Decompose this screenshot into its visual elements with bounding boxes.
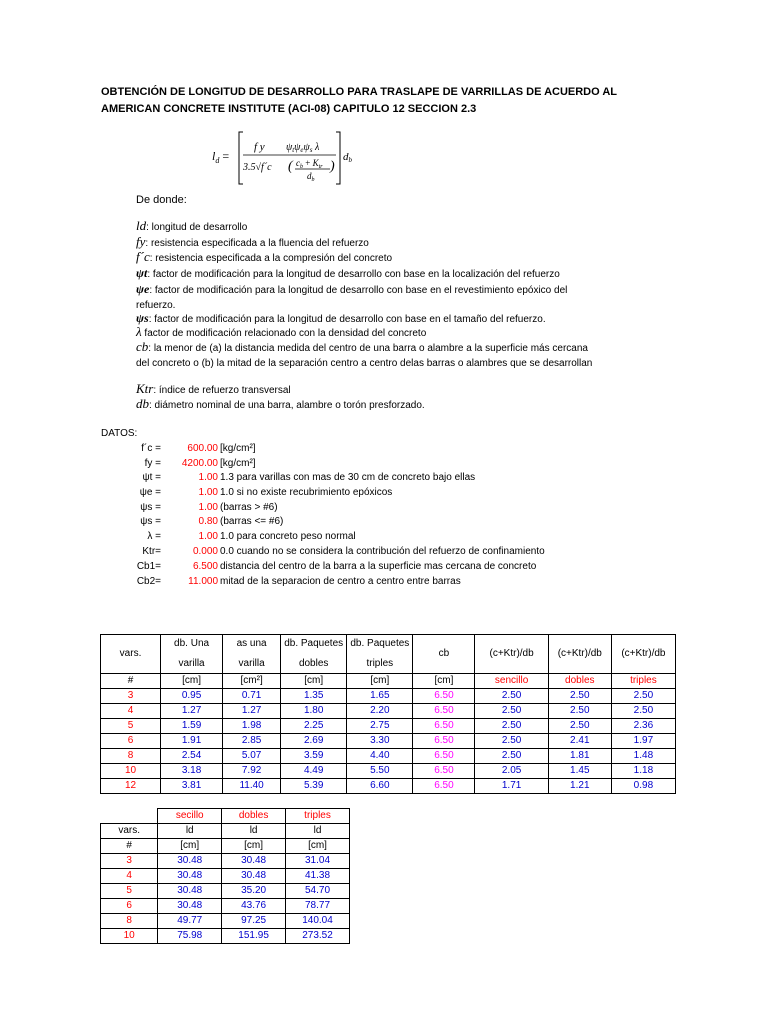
development-length-table (100, 808, 350, 944)
units-cell: sencillo (475, 674, 548, 689)
table-cell: 1.27 (223, 704, 281, 719)
header-cell: ld (286, 824, 350, 839)
table-cell: 6.50 (413, 749, 475, 764)
table-cell: 2.50 (475, 749, 548, 764)
table-cell: 4.40 (347, 749, 413, 764)
table-cell: 2.85 (223, 734, 281, 749)
table-cell: 4 (101, 869, 158, 884)
table-cell: 6 (101, 734, 161, 749)
table-cell: 1.45 (548, 764, 611, 779)
dato-ktr: Ktr= 0.000 0.0 cuando no se considera la contribución del refuerzo de confinamiento (142, 546, 545, 557)
table-cell: 2.50 (548, 719, 611, 734)
table-cell: 2.36 (611, 719, 675, 734)
header-line-1: db. Paquetes (284, 638, 344, 649)
header-line-2: dobles (298, 658, 329, 669)
table-row (101, 854, 350, 869)
table-header-cell (611, 635, 675, 674)
header-cell: ld (222, 824, 286, 839)
top-cell: secillo (158, 809, 222, 824)
units-cell: [cm] (222, 839, 286, 854)
table-cell: 41.38 (286, 869, 350, 884)
table-cell: 6 (101, 899, 158, 914)
table-row (101, 719, 676, 734)
table-cell: 3 (101, 689, 161, 704)
table-cell: 2.50 (548, 704, 611, 719)
table-cell: 0.98 (611, 779, 675, 794)
table-cell: 1.81 (548, 749, 611, 764)
units-cell: triples (611, 674, 675, 689)
table-cell: 78.77 (286, 899, 350, 914)
table-cell: 54.70 (286, 884, 350, 899)
header-line-1: vars. (119, 648, 142, 659)
header-line-1: cb (438, 648, 450, 659)
definition-fc: f´c: resistencia especificada a la compresión del concreto (136, 249, 393, 264)
table-cell: 2.75 (347, 719, 413, 734)
table-cell: 30.48 (222, 869, 286, 884)
table-cell: 1.80 (281, 704, 347, 719)
table-cell: 49.77 (158, 914, 222, 929)
header-line-1: (c+Ktr)/db (557, 648, 602, 659)
units-cell: [cm] (286, 839, 350, 854)
table-cell: 151.95 (222, 929, 286, 944)
bar-properties-table (100, 634, 676, 794)
table-cell: 4 (101, 704, 161, 719)
header-line-2: varilla (178, 658, 205, 669)
table-cell: 6.50 (413, 704, 475, 719)
formula-fy: f y (254, 141, 265, 153)
table-row (101, 779, 676, 794)
dato-psi-e: ψe = 1.00 1.0 si no existe recubrimiento epóxicos (139, 487, 393, 498)
table-header-cell (281, 635, 347, 674)
header-line-1: as una (236, 638, 267, 649)
table-row (101, 914, 350, 929)
definition-ktr: Ktr: índice de refuerzo transversal (136, 381, 291, 396)
table-cell: 6.60 (347, 779, 413, 794)
table-cell: 5.39 (281, 779, 347, 794)
table-cell: 35.20 (222, 884, 286, 899)
table-header-cell (161, 635, 223, 674)
table-cell: 97.25 (222, 914, 286, 929)
header-line-1: db. Una (174, 638, 210, 649)
table-header-cell (413, 635, 475, 674)
dato-cb2: Cb2= 11.000 mitad de la separacion de centro a centro entre barras (136, 576, 461, 587)
table-header-row (101, 635, 676, 674)
table-cell: 30.48 (158, 854, 222, 869)
header-line-1: (c+Ktr)/db (621, 648, 666, 659)
formula-lhs: $l_d$ = (212, 149, 230, 165)
table-cell: 0.71 (223, 689, 281, 704)
dato-cb1: Cb1= 6.500 distancia del centro de la barra a la superficie mas cercana de concreto (136, 561, 537, 572)
table-cell: 2.50 (475, 719, 548, 734)
table-cell: 10 (101, 764, 161, 779)
table-header-cell (475, 635, 548, 674)
header-line-2: triples (366, 658, 394, 669)
units-cell: dobles (548, 674, 611, 689)
table-cell: 30.48 (158, 899, 222, 914)
table-cell: 8 (101, 749, 161, 764)
table-cell: 2.25 (281, 719, 347, 734)
definition-ld: ld: longitud de desarrollo (136, 218, 248, 233)
table-cell: 6.50 (413, 719, 475, 734)
table-cell: 30.48 (158, 869, 222, 884)
definition-psi-e: ψe: factor de modificación para la longitud de desarrollo con base en el revestimiento epóxico del refuerzo. (136, 282, 568, 311)
units-cell: # (101, 839, 158, 854)
table-cell: 30.48 (222, 854, 286, 869)
svg-text:): ) (330, 159, 335, 174)
table-cell: 1.97 (611, 734, 675, 749)
table-cell: 2.50 (611, 704, 675, 719)
table-cell: 1.59 (161, 719, 223, 734)
table-row (101, 749, 676, 764)
table-units-row (101, 839, 350, 854)
table-cell: 2.20 (347, 704, 413, 719)
table-cell: 6.50 (413, 734, 475, 749)
table-cell: 12 (101, 779, 161, 794)
formula-psi: $\psi_t\psi_e\psi_s$ λ (286, 142, 320, 154)
table-cell: 5.07 (223, 749, 281, 764)
formula-frac-num: $c_b + K_{tr}$ (296, 158, 323, 170)
table-cell: 2.41 (548, 734, 611, 749)
table-cell: 3.59 (281, 749, 347, 764)
table-cell: 5 (101, 719, 161, 734)
table-cell: 2.69 (281, 734, 347, 749)
definition-cb: cb: la menor de (a) la distancia medida del centro de una barra o alambre a la superficie más cercana del concreto o (b) la mitad de la separación centro a centro delas barras o alambres que se desarrollan (136, 339, 593, 369)
table-cell: 10 (101, 929, 158, 944)
table-row (101, 704, 676, 719)
definition-fy: fy: resistencia especificada a la fluencia del refuerzo (136, 234, 369, 249)
development-length-formula (212, 128, 362, 188)
table-cell: 3.81 (161, 779, 223, 794)
units-cell: # (101, 674, 161, 689)
bracket-left (239, 132, 243, 184)
datos-label: DATOS: (101, 428, 138, 439)
units-cell: [cm] (281, 674, 347, 689)
table-cell: 1.91 (161, 734, 223, 749)
table-cell: 6.50 (413, 764, 475, 779)
table-cell: 1.35 (281, 689, 347, 704)
table-row (101, 689, 676, 704)
formula-denominator: 3.5√f´c (243, 162, 272, 173)
table-cell: 1.18 (611, 764, 675, 779)
table-cell: 1.98 (223, 719, 281, 734)
table-row (101, 899, 350, 914)
header-line-1: db. Paquetes (350, 638, 410, 649)
table-cell: 2.05 (475, 764, 548, 779)
table-cell: 43.76 (222, 899, 286, 914)
table-header-cell (347, 635, 413, 674)
table-row (101, 869, 350, 884)
top-cell (101, 809, 158, 824)
table-cell: 2.50 (548, 689, 611, 704)
table-cell: 1.65 (347, 689, 413, 704)
page-title: OBTENCIÓN DE LONGITUD DE DESARROLLO PARA TRASLAPE DE VARRILLAS DE ACUERDO AL AMERICAN CONCRETE INSTITUTE (ACI-08) CAPITULO 12 SECCION 2.3 (101, 86, 617, 115)
formula-rhs: db (343, 151, 352, 164)
dato-psi-t: ψt = 1.00 1.3 para varillas con mas de 30 cm de concreto bajo ellas (142, 472, 476, 483)
table-cell: 3.18 (161, 764, 223, 779)
bracket-right (336, 132, 340, 184)
table-cell: 5 (101, 884, 158, 899)
table-units-row (101, 674, 676, 689)
header-cell: ld (158, 824, 222, 839)
units-cell: [cm] (413, 674, 475, 689)
dato-fc: f´c = 600.00 [kg/cm²] (141, 443, 256, 454)
definition-lambda: λ factor de modificación relacionado con la densidad del concreto (136, 324, 427, 339)
table-cell: 1.48 (611, 749, 675, 764)
table-row (101, 764, 676, 779)
table-cell: 140.04 (286, 914, 350, 929)
table-cell: 30.48 (158, 884, 222, 899)
header-line-1: (c+Ktr)/db (489, 648, 534, 659)
table-cell: 6.50 (413, 779, 475, 794)
units-cell: [cm] (347, 674, 413, 689)
top-cell: dobles (222, 809, 286, 824)
dato-psi-s-small: ψs = 0.80 (barras <= #6) (140, 516, 284, 527)
dato-fy: fy = 4200.00 [kg/cm²] (144, 458, 256, 469)
table-cell: 2.50 (475, 704, 548, 719)
table-cell: 31.04 (286, 854, 350, 869)
formula-graphic (212, 128, 362, 188)
definition-psi-s: ψs: factor de modificación para la longitud de desarrollo con base en el tamaño del refuerzo. (136, 311, 546, 325)
dato-lambda: λ = 1.00 1.0 para concreto peso normal (147, 531, 356, 542)
table-cell: 6.50 (413, 689, 475, 704)
table-cell: 7.92 (223, 764, 281, 779)
table-cell: 75.98 (158, 929, 222, 944)
table-cell: 11.40 (223, 779, 281, 794)
table-cell: 4.49 (281, 764, 347, 779)
table-cell: 1.21 (548, 779, 611, 794)
formula-frac-den: $d_b$ (307, 171, 315, 183)
table-cell: 3.30 (347, 734, 413, 749)
table-header-cell (548, 635, 611, 674)
table-cell: 5.50 (347, 764, 413, 779)
units-cell: [cm] (158, 839, 222, 854)
table-cell: 0.95 (161, 689, 223, 704)
table-cell: 8 (101, 914, 158, 929)
definition-db: db: diámetro nominal de una barra, alambre o torón presforzado. (136, 396, 425, 411)
table-top-row (101, 809, 350, 824)
table-header-cell (101, 635, 161, 674)
table-cell: 2.50 (475, 734, 548, 749)
top-cell: triples (286, 809, 350, 824)
table-header-row (101, 824, 350, 839)
table-cell: 3 (101, 854, 158, 869)
units-cell: [cm²] (223, 674, 281, 689)
table-cell: 2.54 (161, 749, 223, 764)
definition-psi-t: ψt: factor de modificación para la longitud de desarrollo con base en la localización del refuerzo (136, 266, 560, 280)
dato-psi-s-large: ψs = 1.00 (barras > #6) (140, 502, 278, 513)
units-cell: [cm] (161, 674, 223, 689)
table-row (101, 929, 350, 944)
de-donde-label: De donde: (136, 194, 187, 206)
table-header-cell (223, 635, 281, 674)
table-row (101, 734, 676, 749)
header-line-2: varilla (238, 658, 265, 669)
header-cell: vars. (101, 824, 158, 839)
svg-text:(: ( (288, 159, 293, 174)
table-cell: 2.50 (475, 689, 548, 704)
table-cell: 2.50 (611, 689, 675, 704)
table-cell: 1.27 (161, 704, 223, 719)
table-row (101, 884, 350, 899)
table-cell: 273.52 (286, 929, 350, 944)
table-cell: 1.71 (475, 779, 548, 794)
